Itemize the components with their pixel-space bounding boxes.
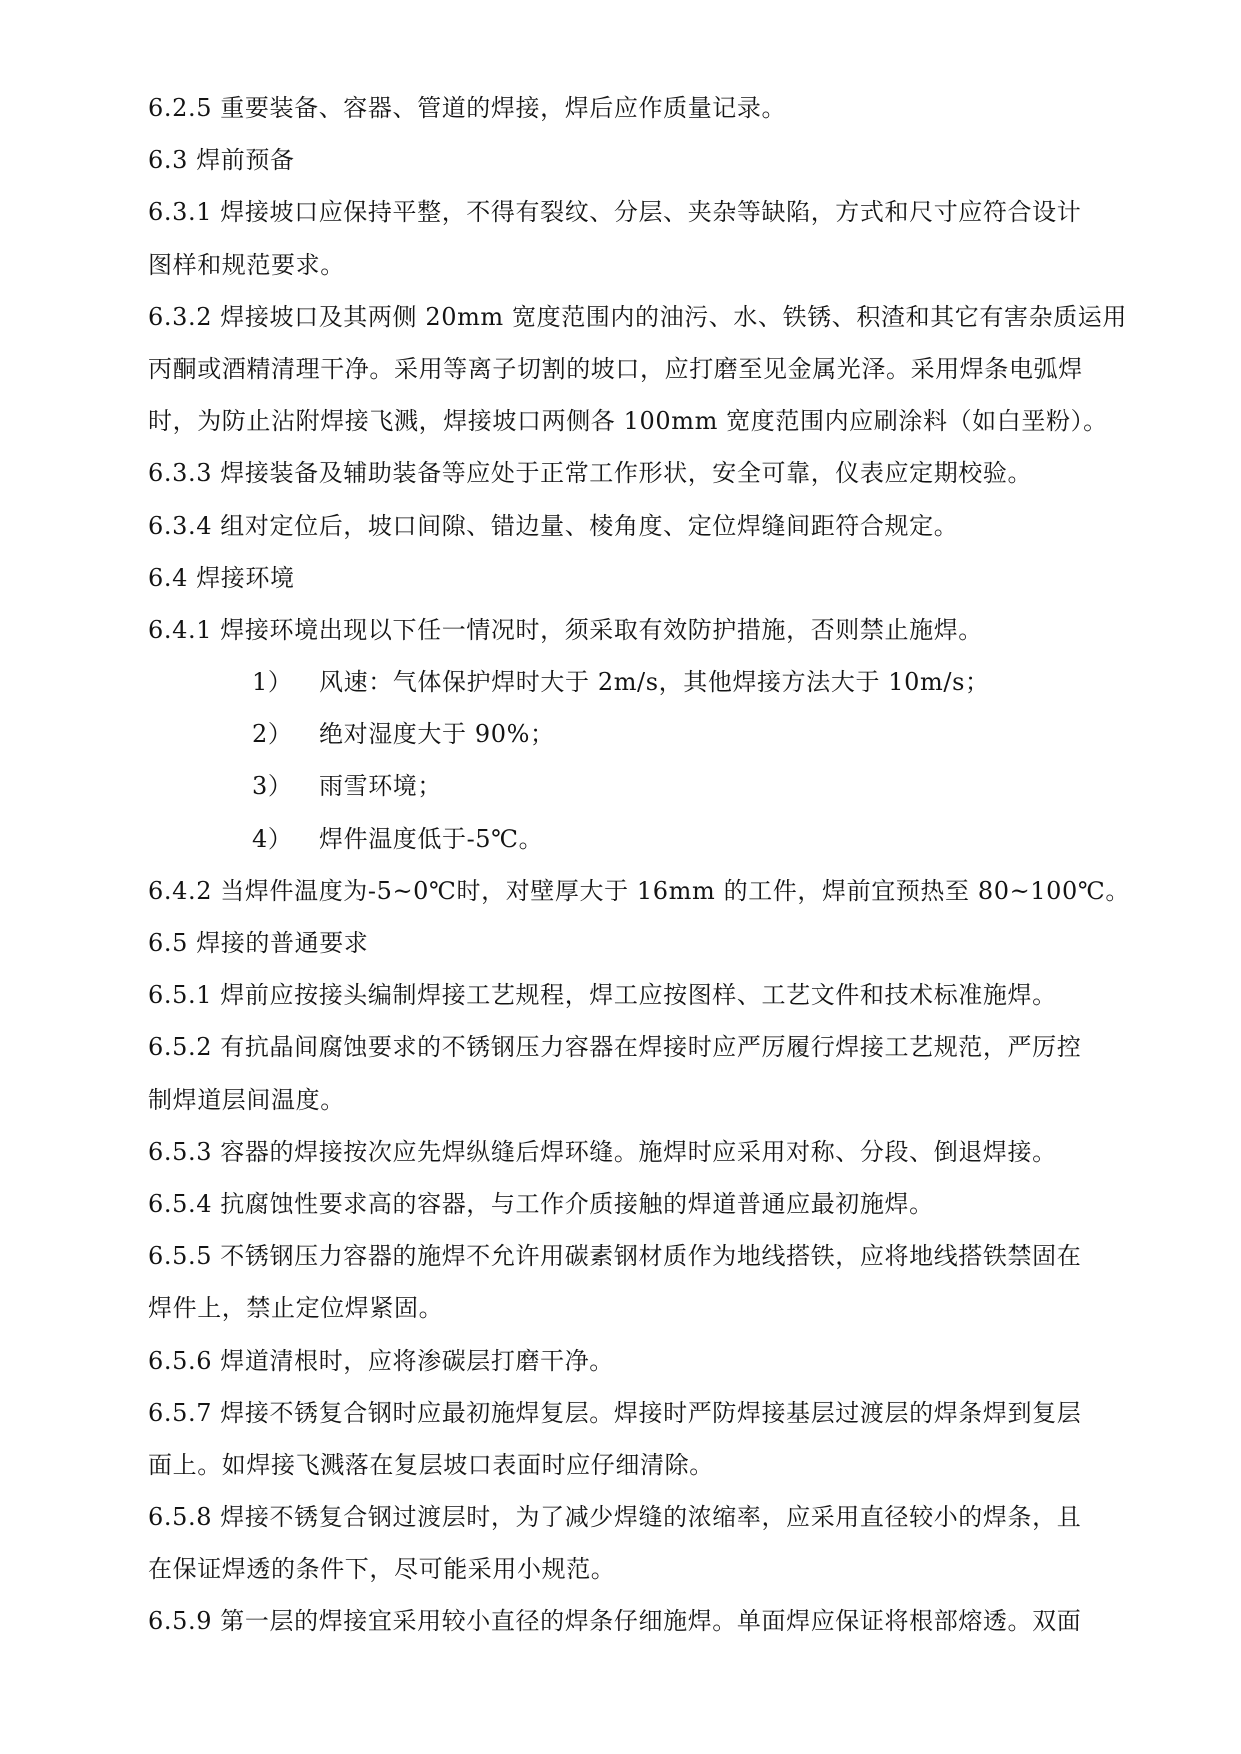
section-heading: 6.5 焊接的普通要求 [148, 929, 369, 957]
document-body [148, 82, 1168, 1648]
list-item-number: 2） [252, 720, 293, 749]
text-line: 面上。如焊接飞溅落在复层坡口表面时应仔细清除。 [148, 1450, 714, 1479]
text-line: 6.5.9 第一层的焊接宜采用较小直径的焊条仔细施焊。单面焊应保证将根部熔透。双面 [148, 1607, 1082, 1636]
list-item-number: 1） [252, 668, 293, 697]
text-line: 6.4.1 焊接环境出现以下任一情况时，须采取有效防护措施，否则禁止施焊。 [148, 615, 983, 644]
list-item-text: 雨雪环境； [319, 772, 442, 801]
text-line: 6.5.5 不锈钢压力容器的施焊不允许用碳素钢材质作为地线搭铁，应将地线搭铁禁固在 [148, 1242, 1082, 1271]
text-line: 6.5.8 焊接不锈复合钢过渡层时，为了减少焊缝的浓缩率，应采用直径较小的焊条，且 [148, 1503, 1082, 1532]
section-heading: 6.3 焊前预备 [148, 146, 295, 175]
list-item-number: 4） [252, 824, 293, 853]
text-line: 6.5.7 焊接不锈复合钢时应最初施焊复层。焊接时严防焊接基层过渡层的焊条焊到复层 [148, 1398, 1082, 1427]
text-line: 6.3.4 组对定位后，坡口间隙、错边量、棱角度、定位焊缝间距符合规定。 [148, 511, 959, 540]
text-line: 丙酮或酒精清理干净。采用等离子切割的坡口，应打磨至见金属光泽。采用焊条电弧焊 [148, 354, 1083, 383]
list-item-text: 绝对湿度大于 90%； [319, 720, 555, 749]
list-item-text: 风速：气体保护焊时大于 2m/s，其他焊接方法大于 10m/s； [319, 668, 990, 697]
section-heading: 6.4 焊接环境 [148, 563, 295, 592]
text-line: 制焊道层间温度。 [148, 1085, 345, 1114]
list-item [148, 813, 1168, 865]
list-item-number: 3） [252, 772, 293, 801]
text-line: 6.5.2 有抗晶间腐蚀要求的不锈钢压力容器在焊接时应严厉履行焊接工艺规范，严厉控 [148, 1033, 1082, 1062]
list-item [148, 760, 1168, 812]
text-line: 6.3.3 焊接装备及辅助装备等应处于正常工作形状，安全可靠，仪表应定期校验。 [148, 459, 1033, 488]
text-line: 6.2.5 重要装备、容器、管道的焊接，焊后应作质量记录。 [148, 94, 787, 122]
list-item [148, 656, 1168, 708]
text-line: 6.3.2 焊接坡口及其两侧 20mm 宽度范围内的油污、水、铁锈、积渣和其它有害杂质运用 [148, 302, 1128, 331]
text-line: 图样和规范要求。 [148, 250, 345, 279]
text-line: 焊件上，禁止定位焊紧固。 [148, 1294, 444, 1323]
text-line: 6.5.1 焊前应按接头编制焊接工艺规程，焊工应按图样、工艺文件和技术标准施焊。 [148, 981, 1057, 1010]
list-item-text: 焊件温度低于-5℃。 [319, 824, 544, 853]
text-line: 6.4.2 当焊件温度为-5~0℃时，对壁厚大于 16mm 的工件，焊前宜预热至 80~100℃。 [148, 876, 1130, 905]
text-line: 在保证焊透的条件下，尽可能采用小规范。 [148, 1555, 616, 1584]
list-item [148, 708, 1168, 760]
text-line: 6.5.6 焊道清根时，应将渗碳层打磨干净。 [148, 1346, 614, 1375]
text-line: 6.5.3 容器的焊接按次应先焊纵缝后焊环缝。施焊时应采用对称、分段、倒退焊接。 [148, 1137, 1057, 1166]
text-line: 6.5.4 抗腐蚀性要求高的容器，与工作介质接触的焊道普通应最初施焊。 [148, 1189, 934, 1218]
text-line: 时，为防止沾附焊接飞溅，焊接坡口两侧各 100mm 宽度范围内应刷涂料（如白垩粉）。 [148, 407, 1108, 436]
text-line: 6.3.1 焊接坡口应保持平整，不得有裂纹、分层、夹杂等缺陷，方式和尺寸应符合设计 [148, 198, 1082, 227]
